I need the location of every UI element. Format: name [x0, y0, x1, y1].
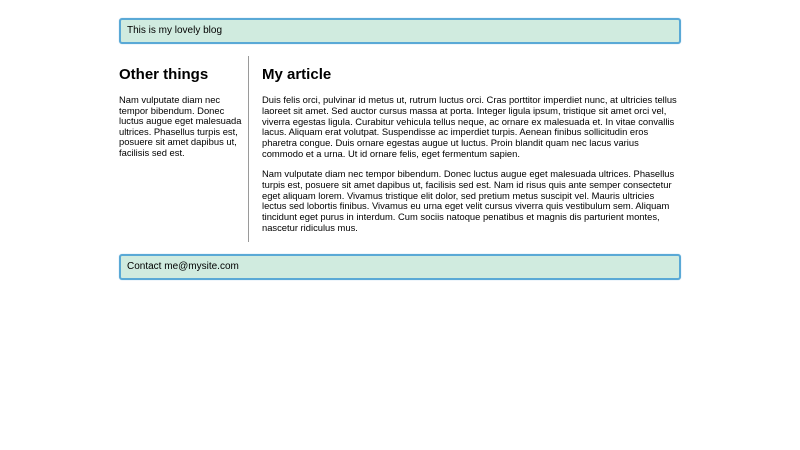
header-text: This is my lovely blog [127, 25, 223, 36]
site-header [119, 18, 681, 44]
article-title: My article [262, 66, 332, 83]
sidebar-text: Nam vulputate diam nec tempor bibendum. Donec luctus augue eget malesuada ultrices. Phasellus turpis est, posuere sit amet dapibus ut, facilisis sed est. [119, 94, 242, 158]
sidebar [119, 56, 249, 242]
footer-text: Contact me@mysite.com [127, 261, 239, 272]
article [262, 56, 681, 242]
content-area [119, 56, 681, 242]
page-wrapper [119, 18, 681, 280]
site-footer [119, 254, 681, 280]
article-paragraph: Duis felis orci, pulvinar id metus ut, rutrum luctus orci. Cras porttitor imperdiet nunc, at ultricies tellus laoreet sit amet. Sed auctor cursus massa at porta. Integer ligula ipsum, tristique sit amet orci vel, viverra egestas ligula. Curabitur vehicula tellus neque, ac ornare ex malesuada et. In vitae convallis lacus. Aliquam erat volutpat. Suspendisse ac imperdiet turpis. Aenean finibus sollicitudin eros pharetra congue. Duis ornare egestas augue ut luctus. Proin blandit quam nec lacus varius commodo et a urna. Ut id ornare felis, eget fermentum sapien. [262, 94, 677, 159]
article-paragraph: Nam vulputate diam nec tempor bibendum. Donec luctus augue eget malesuada ultrices. Phasellus turpis est, posuere sit amet dapibus ut, facilisis sed est. Nam id risus quis ante semper consectetur eget aliquam lorem. Vivamus tristique elit dolor, sed pretium metus suscipit vel. Mauris ultricies lectus sed lobortis finibus. Vivamus eu urna eget velit cursus viverra quis vestibulum sem. Aliquam tincidunt eget purus in interdum. Cum sociis natoque penatibus et magnis dis parturient montes, nascetur ridiculus mus. [262, 168, 675, 233]
sidebar-title: Other things [119, 66, 209, 83]
